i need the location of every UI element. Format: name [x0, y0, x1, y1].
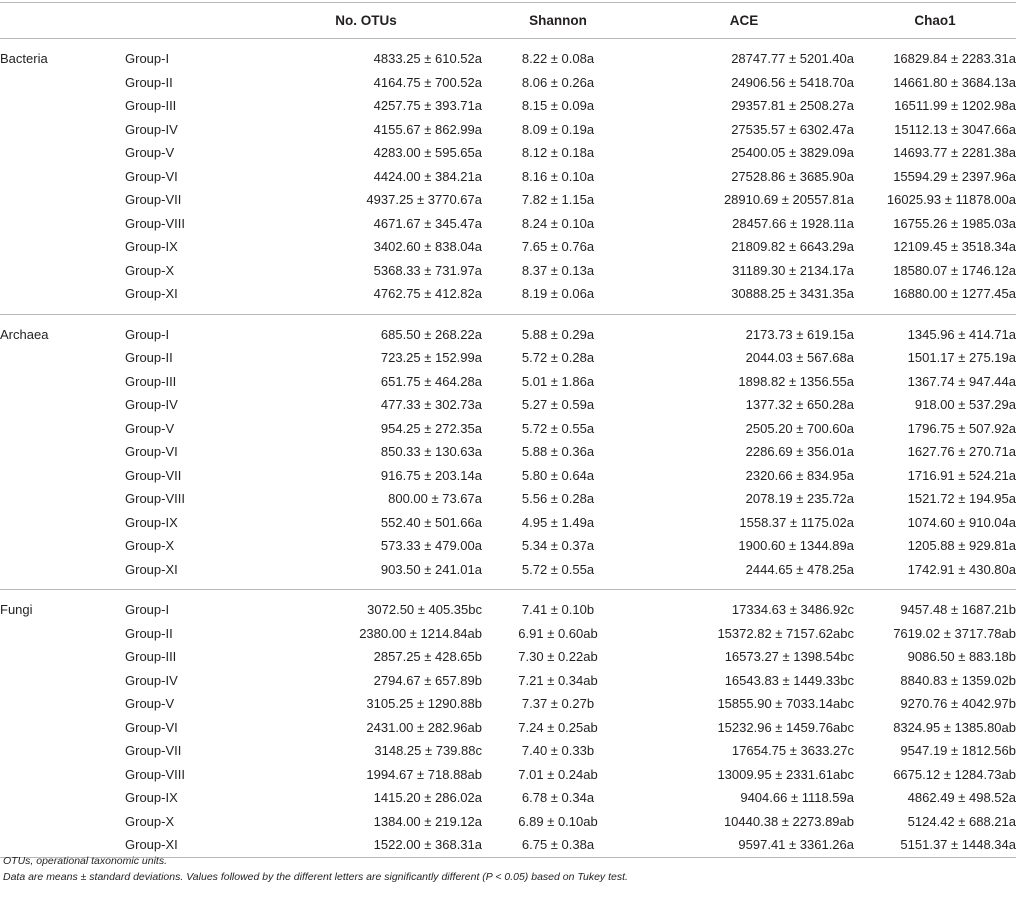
shannon-value: 5.72 ± 0.55a [521, 420, 595, 436]
kingdom-cell-empty [0, 282, 125, 314]
table-row [0, 786, 1016, 810]
kingdom-label: Archaea [0, 326, 49, 342]
shannon-value: 7.24 ± 0.25ab [518, 719, 598, 735]
group-label: Group-VII [125, 192, 182, 208]
kingdom-cell-empty [0, 786, 125, 810]
group-label: Group-II [125, 350, 173, 366]
ace-value: 9404.66 ± 1118.59a [740, 790, 854, 806]
group-label: Group-IV [125, 397, 178, 413]
chao1-value: 1205.88 ± 929.81a [907, 538, 1016, 554]
shannon-value: 4.95 ± 1.49a [521, 514, 595, 530]
group-label: Group-I [125, 51, 170, 67]
group-label: Group-VIII [125, 215, 185, 231]
kingdom-cell-empty [0, 716, 125, 740]
ace-value: 16573.27 ± 1398.54bc [724, 649, 854, 665]
ace-value: 29357.81 ± 2508.27a [731, 98, 854, 114]
shannon-value: 5.01 ± 1.86a [521, 373, 595, 389]
chao1-value: 1501.17 ± 275.19a [907, 350, 1016, 366]
otus-value: 685.50 ± 268.22a [380, 326, 482, 342]
ace-value: 28457.66 ± 1928.11a [732, 215, 854, 231]
kingdom-cell-empty [0, 622, 125, 646]
shannon-value: 8.19 ± 0.06a [482, 282, 634, 314]
group-label: Group-XI [125, 558, 250, 590]
kingdom-cell-empty [0, 645, 125, 669]
table-row [0, 810, 1016, 834]
kingdom-label: Fungi [0, 602, 33, 618]
shannon-value: 6.75 ± 0.38a [482, 833, 634, 857]
ace-value: 30888.25 ± 3431.35a [634, 282, 854, 314]
table-row [0, 346, 1016, 370]
ace-value: 21809.82 ± 6643.29a [731, 239, 854, 255]
shannon-value: 5.72 ± 0.28a [521, 350, 595, 366]
ace-value: 2044.03 ± 567.68a [745, 350, 854, 366]
otus-value: 723.25 ± 152.99a [380, 350, 482, 366]
otus-value: 2380.00 ± 1214.84ab [359, 625, 482, 641]
kingdom-cell-empty [0, 810, 125, 834]
kingdom-cell-empty [0, 487, 125, 511]
otus-value: 850.33 ± 130.63a [380, 444, 482, 460]
kingdom-cell-empty [0, 417, 125, 441]
table-row [0, 511, 1016, 535]
shannon-value: 5.72 ± 0.55a [482, 558, 634, 590]
chao1-value: 16511.99 ± 1202.98a [894, 98, 1016, 114]
footnote-stats: Data are means ± standard deviations. Values followed by the different letters are significantly different (P < 0.05) based on Tukey test. [3, 871, 628, 883]
table-row [0, 590, 1016, 622]
shannon-value: 8.06 ± 0.26a [521, 74, 595, 90]
kingdom-cell-empty [0, 259, 125, 283]
table-row [0, 94, 1016, 118]
ace-value: 10440.38 ± 2273.89ab [723, 813, 854, 829]
group-label: Group-IV [125, 672, 178, 688]
otus-value: 5368.33 ± 731.97a [373, 262, 482, 278]
chao1-value: 1367.74 ± 947.44a [907, 373, 1016, 389]
table-row [0, 622, 1016, 646]
ace-value: 15232.96 ± 1459.76abc [717, 719, 854, 735]
chao1-value: 15594.29 ± 2397.96a [893, 168, 1016, 184]
ace-value: 2286.69 ± 356.01a [745, 444, 854, 460]
header-kingdom [0, 3, 125, 39]
table-row [0, 71, 1016, 95]
shannon-value: 7.65 ± 0.76a [521, 239, 595, 255]
ace-value: 2505.20 ± 700.60a [745, 420, 854, 436]
otus-value: 4283.00 ± 595.65a [373, 145, 482, 161]
otus-value: 4164.75 ± 700.52a [373, 74, 482, 90]
otus-value: 4671.67 ± 345.47a [373, 215, 482, 231]
ace-value: 2173.73 ± 619.15a [745, 326, 854, 342]
ace-value: 24906.56 ± 5418.70a [731, 74, 854, 90]
kingdom-label: Bacteria [0, 51, 48, 67]
group-label: Group-VIII [125, 491, 185, 507]
otus-value: 2794.67 ± 657.89b [373, 672, 482, 688]
footnote-otus: OTUs, operational taxonomic units. [3, 855, 167, 867]
shannon-value: 5.88 ± 0.29a [521, 326, 595, 342]
kingdom-cell-empty [0, 188, 125, 212]
group-label: Group-X [125, 813, 175, 829]
table-row [0, 716, 1016, 740]
ace-value: 17334.63 ± 3486.92c [731, 602, 854, 618]
group-label: Group-VIII [125, 766, 185, 782]
table-body [0, 39, 1016, 858]
chao1-value: 5151.37 ± 1448.34a [854, 833, 1016, 857]
kingdom-cell-empty [0, 212, 125, 236]
group-label: Group-IX [125, 239, 178, 255]
chao1-value: 1521.72 ± 194.95a [907, 491, 1016, 507]
ace-value: 27528.86 ± 3685.90a [731, 168, 854, 184]
table-row [0, 692, 1016, 716]
chao1-value: 1796.75 ± 507.92a [907, 420, 1016, 436]
ace-value: 16543.83 ± 1449.33bc [724, 672, 854, 688]
otus-value: 3402.60 ± 838.04a [373, 239, 482, 255]
ace-value: 1377.32 ± 650.28a [745, 397, 854, 413]
shannon-value: 8.16 ± 0.10a [521, 168, 595, 184]
shannon-value: 6.78 ± 0.34a [521, 790, 595, 806]
table-header-row [0, 3, 1016, 39]
table-row [0, 417, 1016, 441]
shannon-value: 8.24 ± 0.10a [521, 215, 595, 231]
group-label: Group-XI [125, 282, 250, 314]
otus-value: 2857.25 ± 428.65b [373, 649, 482, 665]
shannon-value: 8.37 ± 0.13a [521, 262, 595, 278]
shannon-value: 7.37 ± 0.27b [521, 696, 595, 712]
otus-value: 4833.25 ± 610.52a [373, 51, 482, 67]
kingdom-cell-empty [0, 558, 125, 590]
kingdom-cell-empty [0, 141, 125, 165]
table-row [0, 165, 1016, 189]
chao1-value: 9086.50 ± 883.18b [907, 649, 1016, 665]
otus-value: 4257.75 ± 393.71a [373, 98, 482, 114]
shannon-value: 5.80 ± 0.64a [521, 467, 595, 483]
chao1-value: 1716.91 ± 524.21a [907, 467, 1016, 483]
shannon-value: 5.56 ± 0.28a [521, 491, 595, 507]
kingdom-cell-empty [0, 511, 125, 535]
chao1-value: 1742.91 ± 430.80a [854, 558, 1016, 590]
otus-value: 4424.00 ± 384.21a [373, 168, 482, 184]
ace-value: 25400.05 ± 3829.09a [731, 145, 854, 161]
table-row [0, 259, 1016, 283]
chao1-value: 8324.95 ± 1385.80ab [893, 719, 1016, 735]
kingdom-cell-empty [0, 118, 125, 142]
table-row [0, 487, 1016, 511]
ace-value: 15855.90 ± 7033.14abc [717, 696, 854, 712]
table-row [0, 739, 1016, 763]
ace-value: 15372.82 ± 7157.62abc [717, 625, 854, 641]
otus-value: 4762.75 ± 412.82a [250, 282, 482, 314]
otus-value: 1415.20 ± 286.02a [373, 790, 482, 806]
chao1-value: 8840.83 ± 1359.02b [900, 672, 1016, 688]
table-row [0, 188, 1016, 212]
chao1-value: 9547.19 ± 1812.56b [900, 743, 1016, 759]
table-row [0, 393, 1016, 417]
shannon-value: 6.89 ± 0.10ab [518, 813, 598, 829]
kingdom-cell-empty [0, 94, 125, 118]
header-group [125, 3, 250, 39]
kingdom-cell-empty [0, 71, 125, 95]
otus-value: 552.40 ± 501.66a [380, 514, 482, 530]
group-label: Group-IX [125, 514, 178, 530]
chao1-value: 1074.60 ± 910.04a [907, 514, 1016, 530]
otus-value: 3148.25 ± 739.88c [374, 743, 482, 759]
group-label: Group-VII [125, 467, 182, 483]
otus-value: 477.33 ± 302.73a [380, 397, 482, 413]
shannon-value: 6.91 ± 0.60ab [518, 625, 598, 641]
header-ace: ACE [634, 3, 854, 39]
ace-value: 1898.82 ± 1356.55a [738, 373, 854, 389]
kingdom-cell-empty [0, 763, 125, 787]
kingdom-cell-empty [0, 235, 125, 259]
chao1-value: 1627.76 ± 270.71a [907, 444, 1016, 460]
table-row [0, 440, 1016, 464]
otus-value: 3072.50 ± 405.35bc [367, 602, 482, 618]
group-label: Group-I [125, 602, 170, 618]
header-shannon: Shannon [482, 3, 634, 39]
group-label: Group-I [125, 326, 170, 342]
chao1-value: 5124.42 ± 688.21a [907, 813, 1016, 829]
otus-value: 954.25 ± 272.35a [380, 420, 482, 436]
kingdom-cell-empty [0, 669, 125, 693]
table-row [0, 141, 1016, 165]
chao1-value: 16025.93 ± 11878.00a [886, 192, 1016, 208]
group-label: Group-II [125, 625, 173, 641]
shannon-value: 7.40 ± 0.33b [521, 743, 595, 759]
otus-value: 800.00 ± 73.67a [388, 491, 482, 507]
shannon-value: 7.30 ± 0.22ab [518, 649, 598, 665]
chao1-value: 1345.96 ± 414.71a [907, 326, 1016, 342]
chao1-value: 7619.02 ± 3717.78ab [893, 625, 1016, 641]
shannon-value: 7.01 ± 0.24ab [518, 766, 598, 782]
table-row [0, 763, 1016, 787]
chao1-value: 15112.13 ± 3047.66a [894, 121, 1016, 137]
otus-value: 4155.67 ± 862.99a [373, 121, 482, 137]
table-row [0, 314, 1016, 346]
otus-value: 573.33 ± 479.00a [380, 538, 482, 554]
otus-value: 1522.00 ± 368.31a [250, 833, 482, 857]
shannon-value: 7.41 ± 0.10b [521, 602, 595, 618]
kingdom-cell-empty [0, 739, 125, 763]
header-chao1: Chao1 [854, 3, 1016, 39]
kingdom-cell-empty [0, 464, 125, 488]
table-row [0, 669, 1016, 693]
shannon-value: 5.34 ± 0.37a [521, 538, 595, 554]
kingdom-cell-empty [0, 440, 125, 464]
otus-value: 903.50 ± 241.01a [250, 558, 482, 590]
chao1-value: 9270.76 ± 4042.97b [900, 696, 1016, 712]
chao1-value: 14693.77 ± 2281.38a [893, 145, 1016, 161]
kingdom-cell-empty [0, 370, 125, 394]
table-row [0, 645, 1016, 669]
otus-value: 1384.00 ± 219.12a [373, 813, 482, 829]
kingdom-cell-empty [0, 692, 125, 716]
group-label: Group-III [125, 373, 177, 389]
table-row [0, 235, 1016, 259]
otus-value: 2431.00 ± 282.96ab [366, 719, 482, 735]
table-row [0, 534, 1016, 558]
otus-value: 1994.67 ± 718.88ab [366, 766, 482, 782]
ace-value: 1900.60 ± 1344.89a [738, 538, 854, 554]
group-label: Group-X [125, 538, 175, 554]
shannon-value: 8.12 ± 0.18a [521, 145, 595, 161]
table-row [0, 464, 1016, 488]
chao1-value: 918.00 ± 537.29a [914, 397, 1016, 413]
group-label: Group-VI [125, 719, 178, 735]
group-label: Group-III [125, 649, 177, 665]
chao1-value: 4862.49 ± 498.52a [907, 790, 1016, 806]
group-label: Group-VI [125, 168, 178, 184]
chao1-value: 14661.80 ± 3684.13a [893, 74, 1016, 90]
ace-value: 13009.95 ± 2331.61abc [717, 766, 854, 782]
otus-value: 3105.25 ± 1290.88b [366, 696, 482, 712]
group-label: Group-VII [125, 743, 182, 759]
shannon-value: 8.15 ± 0.09a [521, 98, 595, 114]
kingdom-cell-empty [0, 165, 125, 189]
group-label: Group-III [125, 98, 177, 114]
shannon-value: 8.09 ± 0.19a [521, 121, 595, 137]
chao1-value: 12109.45 ± 3518.34a [893, 239, 1016, 255]
chao1-value: 16755.26 ± 1985.03a [893, 215, 1016, 231]
group-label: Group-V [125, 145, 175, 161]
group-label: Group-XI [125, 833, 250, 857]
table-row [0, 118, 1016, 142]
table-footnotes [3, 853, 628, 885]
header-no-otus: No. OTUs [250, 3, 482, 39]
ace-value: 17654.75 ± 3633.27c [731, 743, 854, 759]
ace-value: 2444.65 ± 478.25a [634, 558, 854, 590]
shannon-value: 5.27 ± 0.59a [521, 397, 595, 413]
chao1-value: 16880.00 ± 1277.45a [854, 282, 1016, 314]
ace-value: 1558.37 ± 1175.02a [739, 514, 854, 530]
chao1-value: 18580.07 ± 1746.12a [893, 262, 1016, 278]
shannon-value: 7.21 ± 0.34ab [518, 672, 598, 688]
table-row [0, 212, 1016, 236]
otus-value: 651.75 ± 464.28a [380, 373, 482, 389]
otu-diversity-table [0, 2, 1016, 858]
table-row [0, 282, 1016, 314]
ace-value: 28747.77 ± 5201.40a [731, 51, 854, 67]
ace-value: 2078.19 ± 235.72a [745, 491, 854, 507]
chao1-value: 9457.48 ± 1687.21b [900, 602, 1016, 618]
kingdom-cell-empty [0, 346, 125, 370]
chao1-value: 16829.84 ± 2283.31a [893, 51, 1016, 67]
kingdom-cell-empty [0, 534, 125, 558]
shannon-value: 5.88 ± 0.36a [521, 444, 595, 460]
ace-value: 9597.41 ± 3361.26a [634, 833, 854, 857]
group-label: Group-IX [125, 790, 178, 806]
ace-value: 27535.57 ± 6302.47a [731, 121, 854, 137]
shannon-value: 7.82 ± 1.15a [521, 192, 595, 208]
kingdom-cell-empty [0, 393, 125, 417]
group-label: Group-V [125, 420, 175, 436]
group-label: Group-X [125, 262, 175, 278]
shannon-value: 8.22 ± 0.08a [521, 51, 595, 67]
otus-value: 916.75 ± 203.14a [380, 467, 482, 483]
group-label: Group-V [125, 696, 175, 712]
table-row [0, 558, 1016, 590]
ace-value: 31189.30 ± 2134.17a [732, 262, 854, 278]
group-label: Group-VI [125, 444, 178, 460]
table-row [0, 370, 1016, 394]
chao1-value: 6675.12 ± 1284.73ab [893, 766, 1016, 782]
ace-value: 2320.66 ± 834.95a [745, 467, 854, 483]
table-row [0, 39, 1016, 71]
ace-value: 28910.69 ± 20557.81a [723, 192, 854, 208]
group-label: Group-IV [125, 121, 178, 137]
group-label: Group-II [125, 74, 173, 90]
otus-value: 4937.25 ± 3770.67a [366, 192, 482, 208]
